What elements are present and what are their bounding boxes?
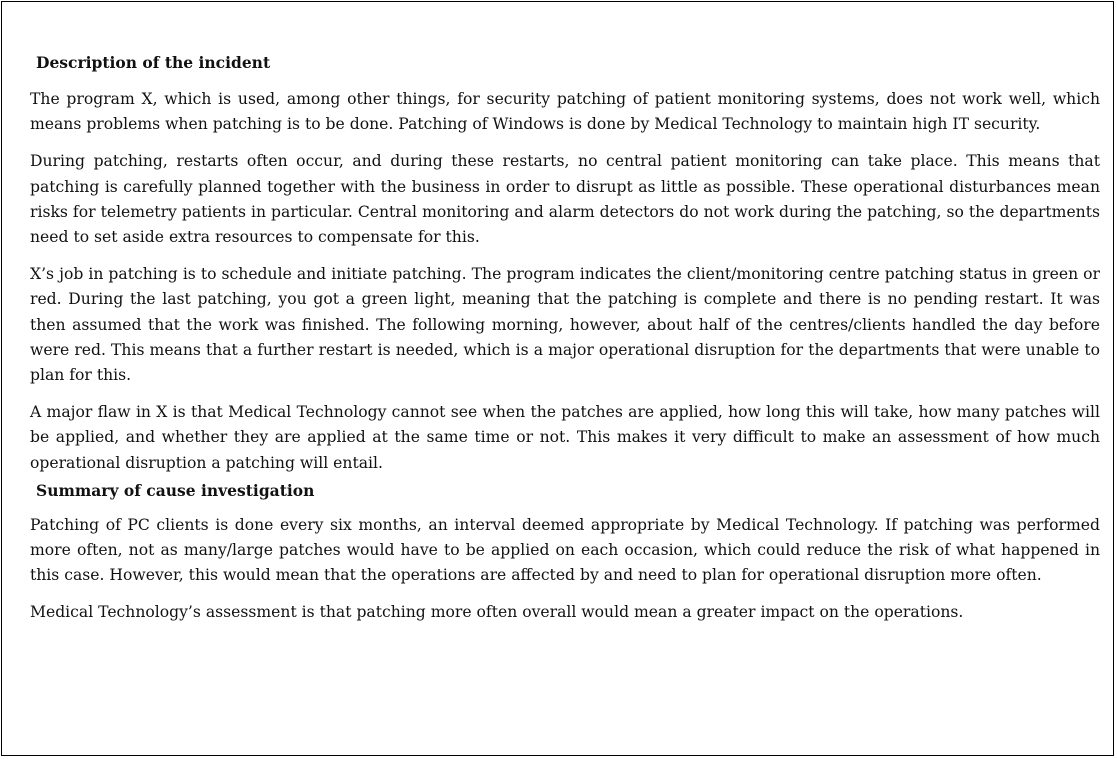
document-frame: [1, 1, 1114, 756]
paragraph: During patching, restarts often occur, and during these restarts, no central patient monitoring can take place. This means that patching is carefully planned together with the business in order to disrupt as little as possible. These operational disturbances mean risks for telemetry patients in particular. Central monitoring and alarm detectors do not work during the patching, so the departments need to set aside extra resources to compensate for this.: [30, 152, 1100, 247]
section-heading-cause-summary: Summary of cause investigation: [36, 480, 315, 500]
section-heading-description: Description of the incident: [36, 53, 271, 72]
document-content: [30, 52, 1100, 638]
paragraph: Medical Technology’s assessment is that patching more often overall would mean a greater impact on the operations.: [30, 603, 964, 622]
paragraph: Patching of PC clients is done every six months, an interval deemed appropriate by Medical Technology. If patching was performed more often, not as many/large patches would have to be applied on each occasion, which could reduce the risk of what happened in this case. However, this would mean that the operations are affected by and need to plan for operational disruption more often.: [30, 515, 1100, 585]
paragraph: A major flaw in X is that Medical Technology cannot see when the patches are applied, how long this will take, how many patches will be applied, and whether they are applied at the same time or not. This makes it very difficult to make an assessment of how much operational disruption a patching will entail.: [30, 403, 1100, 472]
paragraph: The program X, which is used, among other things, for security patching of patient monitoring systems, does not work well, which means problems when patching is to be done. Patching of Windows is done by Medical Technology to maintain high IT security.: [30, 90, 1100, 134]
paragraph: X’s job in patching is to schedule and initiate patching. The program indicates the client/monitoring centre patching status in green or red. During the last patching, you got a green light, meaning that the patching is complete and there is no pending restart. It was then assumed that the work was finished. The following morning, however, about half of the centres/clients handled the day before were red. This means that a further restart is needed, which is a major operational disruption for the departments that were unable to plan for this.: [30, 265, 1100, 385]
